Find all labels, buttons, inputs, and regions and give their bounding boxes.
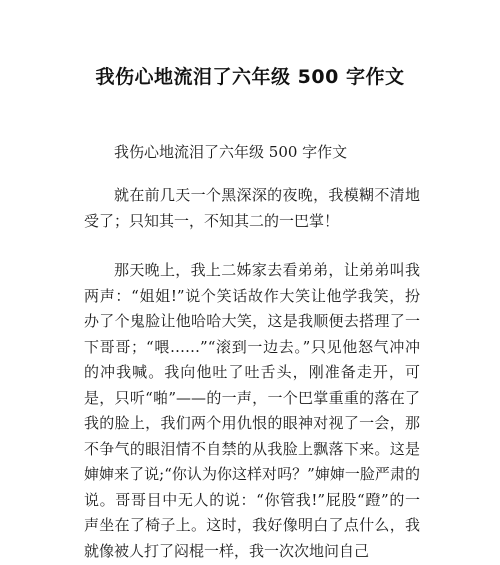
paragraph-1: 就在前几天一个黑深深的夜晚，我模糊不清地受了；只知其一，不知其二的一巴掌！ xyxy=(84,186,420,230)
paragraph-2: 那天晚上，我上二姊家去看弟弟，让弟弟叫我两声：“姐姐!”说个笑话故作大笑让他学我笑，扮办了个鬼脸让他哈哈大笑，这是我顺便去搭理了一下哥哥；“喂……”“滚到一边去。”只见他怒气冲冲的冲我喊。我向他吐了吐舌头，刚准备走开，可是，只听“啪”——的一声，一个巴掌重重的落在了我的脸上，我们两个用仇恨的眼神对视了一会，那不争气的眼泪情不自禁的从我脸上飘落下来。这是婶婶来了说;“你认为你这样对吗？”婶婶一脸严肃的说。哥哥目中无人的说：“你管我!”屁股“蹬”的一声坐在了椅子上。这时，我好像明白了点什么，我就像被人打了闷棍一样，我一次次地问自己 xyxy=(84,261,420,560)
document-body xyxy=(84,137,420,565)
document-title: 我伤心地流泪了六年级 500 字作文 xyxy=(95,66,405,88)
document-subtitle: 我伤心地流泪了六年级 500 字作文 xyxy=(114,143,348,161)
